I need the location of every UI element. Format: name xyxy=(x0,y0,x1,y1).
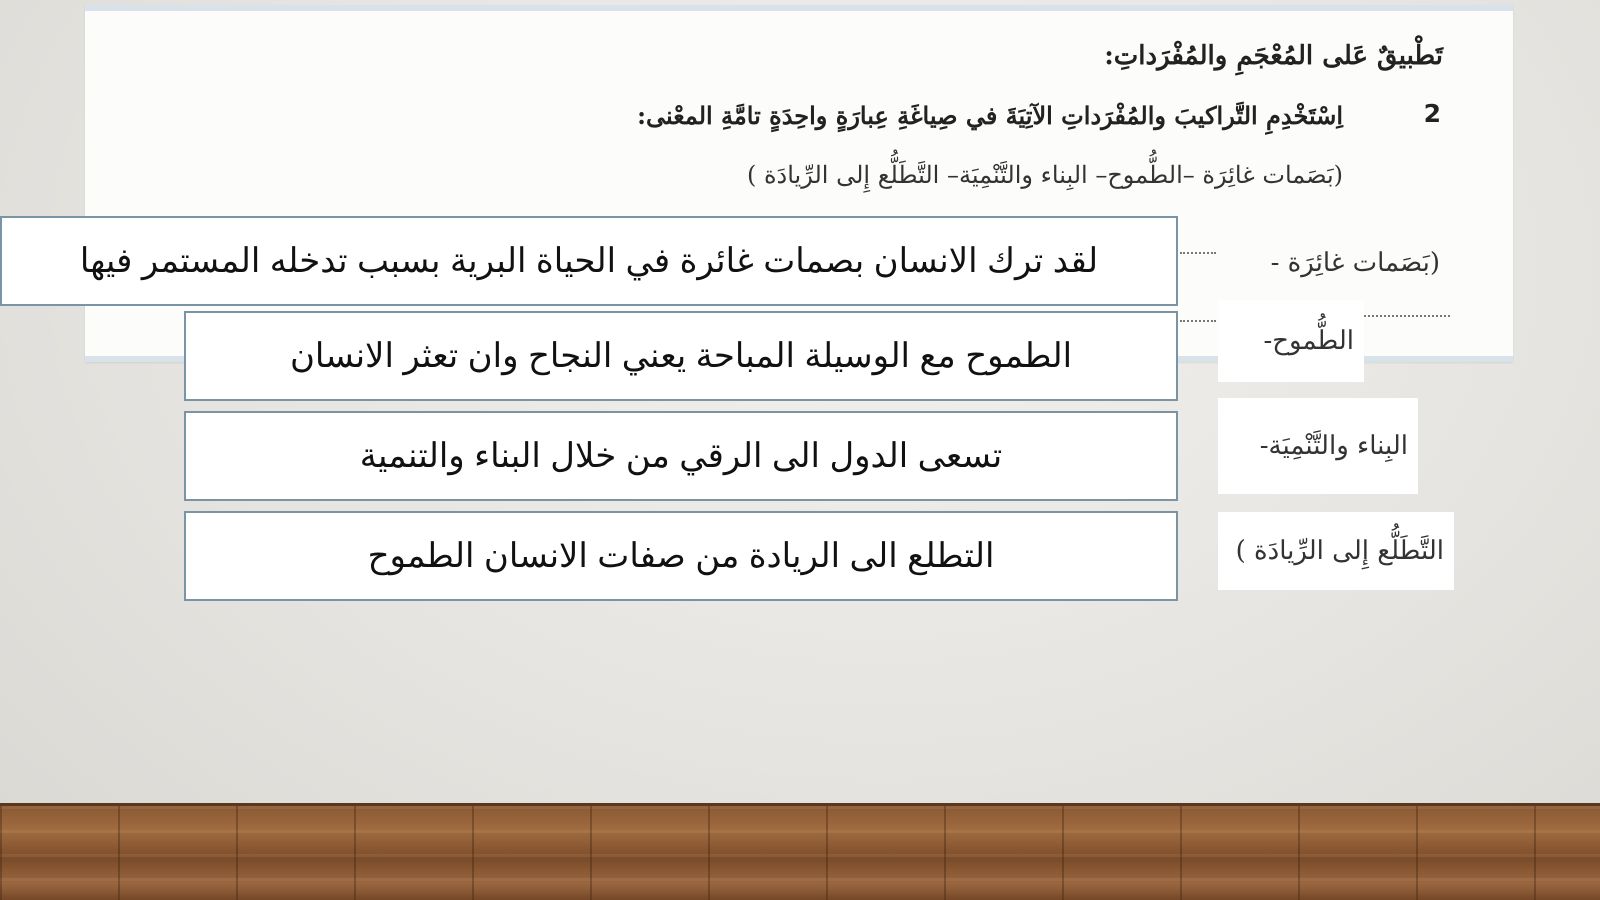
answer-box-3[interactable]: تسعى الدول الى الرقي من خلال البناء والتنمية xyxy=(184,411,1178,501)
word-label-1: (بَصَمات غائِرَة - xyxy=(1270,248,1440,278)
word-label-2: الطُّموح- xyxy=(1218,300,1364,382)
word-label-3: البِناء والتَّنْمِيَة- xyxy=(1218,398,1418,494)
wooden-floor xyxy=(0,803,1600,900)
worksheet-heading: تَطْبيقٌ عَلى المُعْجَمِ والمُفْرَداتِ: xyxy=(1104,41,1443,71)
answer-box-2[interactable]: الطموح مع الوسيلة المباحة يعني النجاح وان تعثر الانسان xyxy=(184,311,1178,401)
dotted-line xyxy=(1364,315,1450,317)
question-instruction: اِسْتَخْدِمِ التَّراكيبَ والمُفْرَداتِ الآتِيَةَ في صِياغَةِ عِبارَةٍ واحِدَةٍ تامَّةِ المعْنى: xyxy=(637,101,1343,130)
answer-box-4[interactable]: التطلع الى الريادة من صفات الانسان الطموح xyxy=(184,511,1178,601)
dotted-line xyxy=(1180,320,1216,322)
question-number: 2 xyxy=(1423,99,1441,128)
answer-box-1[interactable]: لقد ترك الانسان بصمات غائرة في الحياة البرية بسبب تدخله المستمر فيها xyxy=(0,216,1178,306)
word-label-4: التَّطَلُّع إِلى الرِّيادَة ) xyxy=(1218,512,1454,590)
word-list: (بَصَمات غائِرَة –الطُّموح– البِناء والتَّنْمِيَة– التَّطَلُّع إِلى الرِّيادَة ) xyxy=(746,161,1343,189)
